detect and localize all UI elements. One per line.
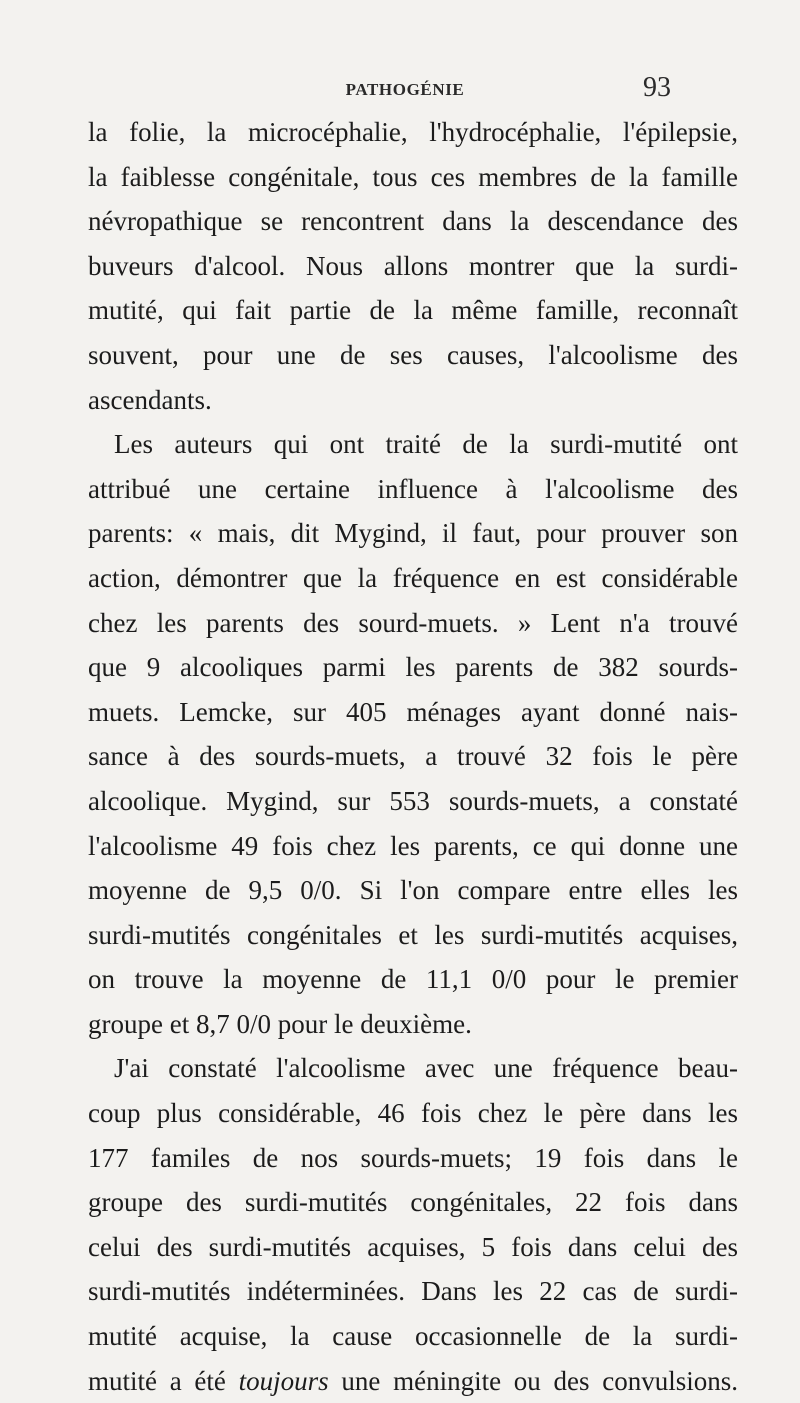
emphasis-word: toujours bbox=[238, 1365, 329, 1396]
text-line: groupe des surdi-mutités congénitales, 22 fois dans bbox=[88, 1187, 738, 1218]
text-line: coup plus considérable, 46 fois chez le père dans les bbox=[88, 1098, 738, 1129]
text-line-final bbox=[88, 1359, 738, 1403]
text-line: on trouve la moyenne de 11,1 0/0 pour le premier bbox=[88, 964, 738, 995]
body-text bbox=[88, 110, 738, 1403]
text-line: la faiblesse congénitale, tous ces membres de la famille bbox=[88, 161, 738, 192]
text-line: groupe et 8,7 0/0 pour le deuxième. bbox=[88, 1008, 472, 1039]
text-line: souvent, pour une de ses causes, l'alcoolisme des bbox=[88, 339, 738, 370]
text-line: que 9 alcooliques parmi les parents de 382 sourds- bbox=[88, 652, 738, 683]
text-line: névropathique se rencontrent dans la descendance des bbox=[88, 206, 738, 237]
text-segment: mutité a été bbox=[88, 1365, 239, 1396]
text-line: mutité, qui fait partie de la même famille, reconnaît bbox=[88, 295, 738, 326]
text-line: surdi-mutités congénitales et les surdi-mutités acquises, bbox=[88, 919, 738, 950]
text-line: surdi-mutités indéterminées. Dans les 22 cas de surdi- bbox=[88, 1276, 738, 1307]
text-line: chez les parents des sourd-muets. » Lent n'a trouvé bbox=[88, 607, 738, 638]
text-line: sance à des sourds-muets, a trouvé 32 fois le père bbox=[88, 741, 738, 772]
text-line: moyenne de 9,5 0/0. Si l'on compare entre elles les bbox=[88, 875, 738, 906]
text-line: buveurs d'alcool. Nous allons montrer que la surdi- bbox=[88, 250, 738, 281]
text-line: celui des surdi-mutités acquises, 5 fois dans celui des bbox=[88, 1231, 738, 1262]
text-line: attribué une certaine influence à l'alcoolisme des bbox=[88, 473, 738, 504]
text-line: J'ai constaté l'alcoolisme avec une fréquence beau- bbox=[114, 1053, 738, 1084]
text-line: la folie, la microcéphalie, l'hydrocéphalie, l'épilepsie, bbox=[88, 117, 738, 147]
page-number: 93 bbox=[643, 72, 671, 103]
running-head bbox=[0, 66, 800, 106]
text-line: alcoolique. Mygind, sur 553 sourds-muets, a constaté bbox=[88, 785, 738, 816]
text-line: muets. Lemcke, sur 405 ménages ayant donné nais- bbox=[88, 696, 738, 727]
text-line: ascendants. bbox=[88, 384, 212, 415]
text-segment: une méningite ou des convulsions. bbox=[328, 1365, 738, 1396]
text-line: parents: « mais, dit Mygind, il faut, pour prouver son bbox=[88, 518, 738, 549]
text-line: Les auteurs qui ont traité de la surdi-mutité ont bbox=[114, 429, 738, 460]
text-line: 177 familes de nos sourds-muets; 19 fois dans le bbox=[88, 1142, 738, 1173]
text-line: l'alcoolisme 49 fois chez les parents, ce qui donne une bbox=[88, 830, 738, 861]
text-line: mutité acquise, la cause occasionnelle de la surdi- bbox=[88, 1321, 738, 1352]
running-title: PATHOGÉNIE bbox=[345, 80, 465, 99]
text-line: action, démontrer que la fréquence en est considérable bbox=[88, 562, 738, 593]
